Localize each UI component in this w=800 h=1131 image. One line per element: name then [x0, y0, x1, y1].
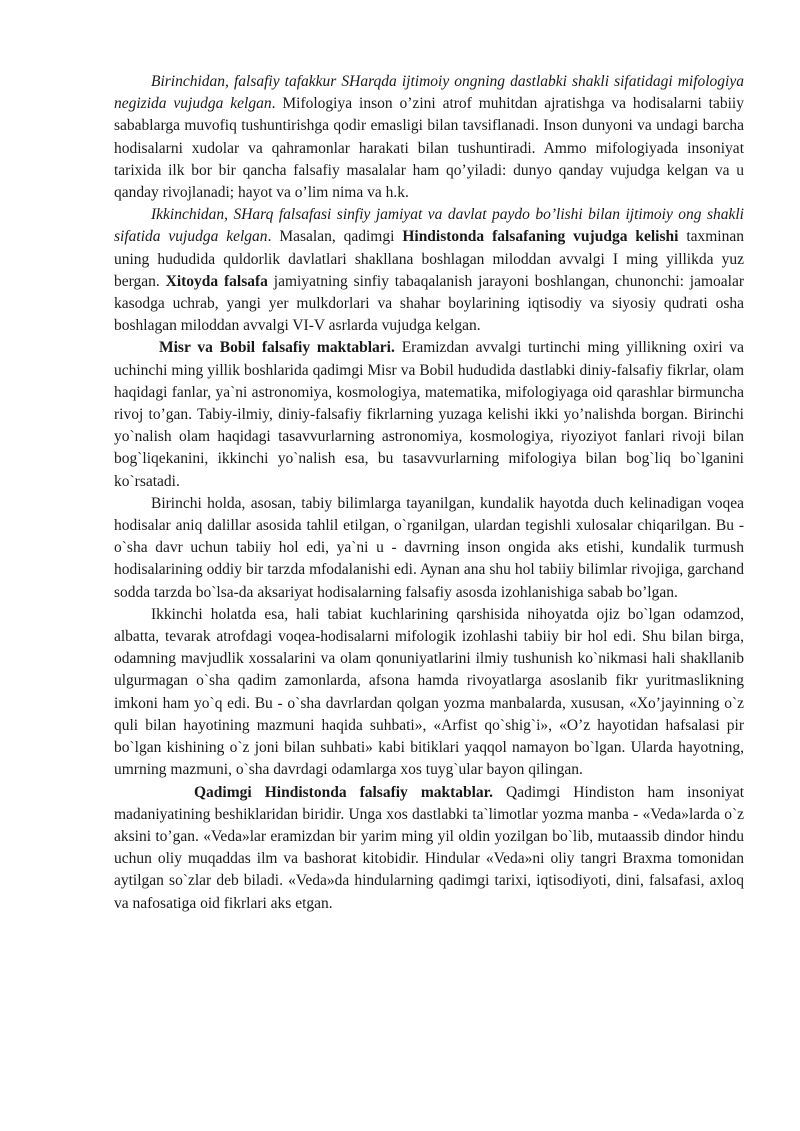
- section-heading-ancient-india: Qadimgi Hindistonda falsafiy maktablar.: [194, 783, 494, 801]
- paragraph-2-text: taxminan uning hududida quldorlik davlatlari shakllana boshlagan miloddan avvalgi I ming yillikda yuz bergan.: [114, 228, 744, 290]
- paragraph-4-body: Birinchi holda, asosan, tabiy bilimlarga tayanilgan, kundalik hayotda duch kelinadigan voqea hodisalar aniq dalillar asosida tahlil etilgan, o`rganilgan, ulardan tegishli xulosalar chiqarilgan. Bu - o`sha davr uchun tabiiy hol edi, ya`ni u - davrning inson ongida aks etishi, kundalik turmush hodisalarining oddiy bir tarzda mfodalanishi edi. Aynan ana shu hol tabiiy bilimlar rivojiga, garchand sodda tarzda bo`lsa-da aksariyat hodisalarning falsafiy asosda izohlanishiga sabab bo’lgan.: [114, 494, 744, 601]
- paragraph-6: [114, 782, 744, 915]
- paragraph-6-body: Qadimgi Hindiston ham insoniyat madaniyatining beshiklaridan biridir. Unga xos dastlabki ta`limotlar yozma manba - «Veda»larda o`z aksini to’gan. «Veda»lar eramizdan bir yarim ming yil oldin yozilgan bo`lib, mutaassib dindor hindu uchun oliy muqaddas ilm va bashorat kitobidir. Hindular «Veda»ni oliy tangri Braxma tomonidan aytilgan so`zlar deb biladi. «Veda»da hindularning qadimgi tarixi, iqtisodiyoti, dini, falsafasi, axloq va nafosatiga oid fikrlari aks etgan.: [114, 783, 745, 912]
- paragraph-1: [114, 71, 744, 204]
- paragraph-1-body: . Mifologiya inson o’zini atrof muhitdan ajratishga va hodisalarni tabiiy sabablarga muvofiq tushuntirishga qodir emasligi bilan tavsiflanadi. Inson dunyoni va undagi barcha hodisalarni xudolar va qahramonlar harakati bilan tushuntiradi. Ammo mifologiyada insoniyat tarixida ilk bor bir qancha falsafiy masalalar ham qo’yiladi: dunyo qanday vujudga kelgan va u qanday rivojlanadi; hayot va o’lim nima va h.k.: [114, 95, 744, 202]
- paragraph-3-body: Eramizdan avvalgi turtinchi ming yillikning oxiri va uchinchi ming yillik boshlarida qadimgi Misr va Bobil hududida dastlabki diniy-falsafiy fikrlar, olam haqidagi fanlar, ya`ni astronomiya, kosmologiya, matematika, mifologiyaga oid qarashlar birmuncha rivoj to’gan. Tabiy-ilmiy, diniy-falsafiy fikrlarning yuzaga kelishi ikki yo’nalishda borgan. Birinchi yo`nalish olam haqidagi tasavvurlarning astronomiya, kosmologiya, riyoziyot fanlari rivoji bilan bog`liqekanini, ikkinchi yo`nalish esa, bu tasavvurlarning mifologiya bilan bog`liq bo`lganini ko`rsatadi.: [114, 339, 744, 490]
- paragraph-4: [114, 493, 744, 604]
- paragraph-5-body: Ikkinchi holatda esa, hali tabiat kuchlarining qarshisida nihoyatda ojiz bo`lgan odamzod, albatta, tevarak atrofdagi voqea-hodisalarni mifologik izohlashi tabiiy bir hol edi. Shu bilan birga, odamning mavjudlik xossalarini va olam qonuniyatlarini ilmiy tushunish ko`nikmasi hali shakllanib ulgurmagan o`sha qadim zamonlarda, afsona hamda rivoyatlarga asoslanib fikr yuritmaslikning imkoni ham yo`q edi. Bu - o`sha davrlardan qolgan yozma manbalarda, xususan, «Xo’jayinning o`z quli bilan hayotining mazmuni haqida suhbati», «Arfist qo`shig`i», «O’z hayotidan hafsalasi pir bo`lgan kishining o`z joni bilan suhbati» kabi bitiklari yaqqol namayon bo`lgan. Ularda hayotning, umrning mazmuni, o`sha davrdagi odamlarga xos tuyg`ular bayon qilingan.: [114, 605, 744, 779]
- paragraph-2-text: . Masalan, qadimgi: [267, 228, 403, 246]
- india-emphasis: Hindistonda falsafaning vujudga kelishi: [402, 228, 679, 246]
- paragraph-2: [114, 204, 744, 337]
- paragraph-2-thesis: Ikkinchidan, SHarq falsafasi sinfiy jamiyat va davlat paydo bo’lishi bilan ijtimoiy ong shakli sifatida vujudga kelgan: [114, 206, 744, 246]
- paragraph-5: [114, 604, 744, 782]
- paragraph-2-text: jamiyatning sinfiy tabaqalanish jarayoni boshlangan, chunonchi: jamoalar kasodga uchrab, yangi yer mulkdorlari va shahar boylarining iqtisodiy va siyosiy qudrati osha boshlagan miloddan avvalgi VI-V asrlarda vujudga kelgan.: [114, 272, 744, 335]
- china-emphasis: Xitoyda falsafa: [165, 272, 268, 290]
- section-heading-egypt-babylon: Misr va Bobil falsafiy maktablari.: [159, 339, 395, 357]
- paragraph-1-thesis: Birinchidan, falsafiy tafakkur SHarqda ijtimoiy ongning dastlabki shakli sifatidagi mifologiya negizida vujudga kelgan: [114, 73, 744, 113]
- paragraph-3: [114, 337, 744, 492]
